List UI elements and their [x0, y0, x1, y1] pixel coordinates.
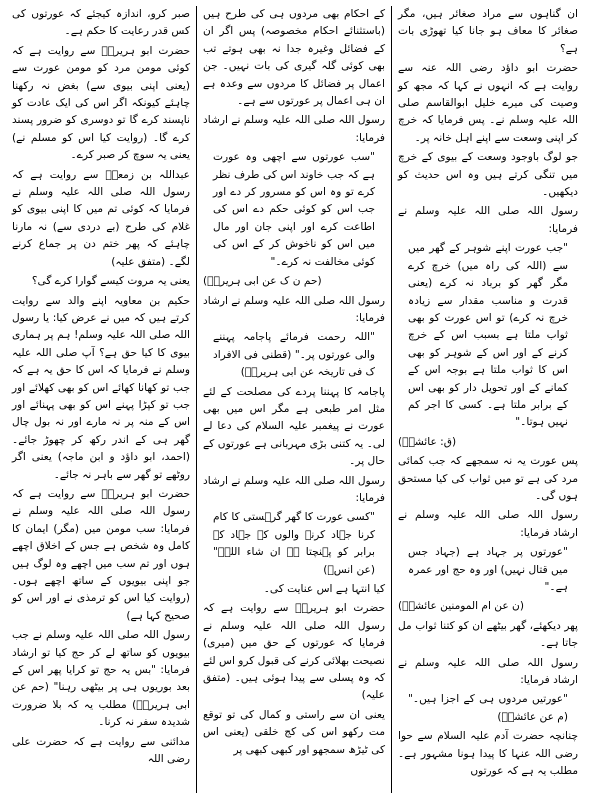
paragraph: کیا انتہا ہے اس عنایت کی۔: [263, 583, 385, 595]
reference-note: (حم ن ک عن ابی ہریرہؓ): [203, 275, 322, 288]
paragraph: رسول اللہ صلی اللہ علیہ وسلم نے فرمایا:: [398, 205, 578, 235]
paragraph: رسول اللہ صلی اللہ علیہ وسلم نے ارشاد فرمایا:: [203, 294, 385, 324]
paragraph: عبداللہ بن زمعہؓ سے روایت ہے کہ رسول اللہ صلی اللہ علیہ وسلم نے فرمایا کہ کوئی تم میں کا اپنی بیوی کو غلام کی طرح (بے دردی سے) نہ مارنا چاہئے کہ پھر ختم دن پر جماع کرنے لگے۔ (متفق علیہ): [12, 168, 190, 268]
hadith-quote: "اللہ رحمت فرمائے پاجامہ پہننے والی عورتوں پر۔" (قطنی فی الافراد ک فی تاریخہ عن ابی ہریرہؓ): [213, 331, 375, 379]
paragraph: حضرت ابو داؤد رضی اللہ عنہ سے روایت ہے کہ انہوں نے کہا کہ مجھ کو وصیت کی میرے خلیل ابوالقاسم صلی اللہ علیہ وسلم نے۔ پس فرمایا کہ خرچ کر اپنی وسعت سے اپنے اہل خانہ پر۔: [398, 62, 578, 144]
paragraph: یعنی ان سے راستی و کمال کی تو توقع مت رکھو اس کی کج خلقی (یعنی اس کی ٹیڑھ سمجھو اور کبھی کبھی پر: [203, 708, 385, 756]
paragraph: یعنی یہ مروت کیسے گوارا کرے گی؟: [31, 275, 190, 288]
column-right: [392, 6, 584, 793]
paragraph: صبر کرو، اندازہ کیجئے کہ عورتوں کی کس قدر رعایت کا حکم ہے۔: [12, 8, 190, 38]
paragraph: کے احکام بھی مردوں ہی کی طرح ہیں (باستثنائے احکام مخصوصہ) پس اگر ان کے فضائل وغیرہ جدا نہ بھی ہوتے تب بھی کوئی گلہ گیری کی بات نہیں۔ جن اعمال پر فضائل کا مردوں سے وعدہ ہے ان ہی اعمال پر عورتوں سے ہے۔: [203, 8, 385, 108]
column-middle: [196, 6, 392, 793]
paragraph: رسول اللہ صلی اللہ علیہ وسلم نے جب بیویوں کو ساتھ لے کر حج کیا تو ارشاد فرمایا: "بس یہ حج تو کرایا پھر اس کے بعد بوریوں ہی پر بیٹھی رہنا" (حم عن ابی ہریرہؓ) مطلب یہ کہ بلا ضرورت شدیدہ سفر نہ کرنا۔: [12, 629, 190, 729]
paragraph: حضرت ابو ہریرہؓ سے روایت ہے کہ رسول اللہ صلی اللہ علیہ وسلم نے فرمایا: سب مومن میں (مگر) ایمان کا کامل وہ شخص ہے جس کے اخلاق اچھے ہوں اور تم سب میں اچھے وہ لوگ ہیں جو اپنی بیویوں کے ساتھ اچھے ہوں۔ (روایت کیا اس کو ترمذی نے اور اس کو صحیح کہا ہے): [12, 487, 190, 622]
paragraph: پاجامہ کا پہننا پردے کی مصلحت کے لئے مثل امر طبعی ہے مگر اس میں بھی عورت نے پیغمبر علیہ السلام کی دعا لے لی۔ یہ کتنی بڑی مہربانی ہے عورتوں کے حال پر۔: [203, 385, 385, 468]
hadith-quote: "عورتوں پر جہاد ہے (جہاد جس میں قتال نہیں) اور وہ حج اور عمرہ ہے۔": [408, 546, 568, 593]
paragraph: جو لوگ باوجود وسعت کے بیوی کے خرچ میں تنگی کرتے ہیں وہ اس حدیث کو دیکھیں۔: [398, 151, 578, 199]
paragraph: پھر دیکھئے، گھر بیٹھے ان کو کتنا ثواب مل جاتا ہے۔: [398, 619, 578, 650]
paragraph: ان گناہوں سے مراد صغائر ہیں، مگر صغائر کا معاف ہو جانا کیا تھوڑی بات ہے؟: [398, 8, 578, 55]
paragraph: رسول اللہ صلی اللہ علیہ وسلم نے ارشاد فرمایا:: [398, 509, 578, 539]
column-left: [6, 6, 196, 793]
paragraph: حضرت ابو ہریرہؓ سے روایت ہے کہ رسول اللہ صلی اللہ علیہ وسلم نے فرمایا کہ عورتوں کے حق میں (میری) نصیحت بھلائی کرنے کی قبول کرو اس لئے کہ وہ پسلی سے پیدا ہوئی ہیں۔ (متفق علیہ): [203, 602, 385, 702]
reference-note: (ق: عائشہؓ): [398, 435, 457, 448]
reference-note: (ن عن ام المومنین عائشہؓ): [398, 600, 524, 613]
hadith-quote: "عورتیں مردوں ہی کے اجزا ہیں۔" (م عن عائشہؓ): [408, 693, 568, 723]
paragraph: رسول اللہ صلی اللہ علیہ وسلم نے ارشاد فرمایا:: [203, 474, 385, 504]
paragraph: رسول اللہ صلی اللہ علیہ وسلم نے ارشاد فرمایا:: [398, 656, 578, 687]
paragraph: مدائنی سے روایت ہے کہ حضرت علی رضی اللہ: [12, 735, 190, 766]
hadith-quote: "جب عورت اپنے شوہر کے گھر میں سے (اللہ کی راہ میں) خرچ کرے مگر گھر کو برباد نہ کرے (یعنی قدرت و مناسب مقدار سے زیادہ خرچ نہ کرے) تو اس عورت کو بھی ثواب ملتا ہے بسبب اس کے خرچ کرنے کے اور اس کے شوہر کو بھی اس کا ثواب ملتا ہے بوجہ اس کے کمانے کے اور تحویل دار کو بھی اس کے برابر ملتا ہے۔ کسی کا اجر کم نہیں ہوتا۔": [408, 242, 568, 429]
paragraph: رسول اللہ صلی اللہ علیہ وسلم نے ارشاد فرمایا:: [203, 114, 385, 144]
paragraph: پس عورت یہ نہ سمجھے کہ جب کمائی مرد کی ہے تو میں ثواب کی کیا مستحق ہوں گی۔: [398, 455, 578, 502]
paragraph: حضرت ابو ہریرہؓ سے روایت ہے کہ کوئی مومن مرد کو مومن عورت سے (یعنی اپنی بیوی سے) بغض نہ رکھنا چاہئے کیونکہ اگر اس کی ایک عادت کو ناپسند کرے گا تو دوسری کو ضرور پسند کرے گا۔ (روایت کیا اس کو مسلم نے) یعنی یہ سوچ کر صبر کرے۔: [12, 44, 190, 162]
paragraph: چنانچہ حضرت آدم علیہ السلام سے حوا رضی اللہ عنہا کا پیدا ہونا مشہور ہے۔ مطلب یہ ہے کہ عورتوں: [398, 730, 578, 778]
hadith-quote: "کسی عورت کا گھر گرہستی کا کام کرنا جہاد کرنے والوں کے جہاد کے برابر کو پہنچتا ہے ان شاء اللہ۔" (عن انسؓ): [213, 511, 375, 576]
hadith-quote: "سب عورتوں سے اچھی وہ عورت ہے کہ جب خاوند اس کی طرف نظر کرے تو وہ اس کو مسرور کر دے اور جب اس کو کوئی حکم دے اس کی اطاعت کرے اور اپنی جان اور مال میں اس کو ناخوش کر کے اس کی کوئی مخالفت نہ کرے۔": [213, 151, 375, 268]
paragraph: حکیم بن معاویہ اپنے والد سے روایت کرتے ہیں کہ میں نے عرض کیا: یا رسول اللہ صلی اللہ علیہ وسلم! ہم پر ہماری بیوی کا کیا حق ہے؟ آپ صلی اللہ علیہ وسلم نے فرمایا کہ اس کا حق یہ ہے کہ جب تو کھانا کھائے اس کو بھی کھلائے اور جب تو کپڑا پہنے اس کو بھی پہنائے اور اس کے منہ پر نہ مارے اور نہ بول چال گھر ہی کے اندر رکھ کر چھوڑ جائے۔ (احمد، ابو داؤد و ابن ماجہ) یعنی اگر روٹھے تو گھر سے باہر نہ جائے۔: [12, 294, 190, 481]
